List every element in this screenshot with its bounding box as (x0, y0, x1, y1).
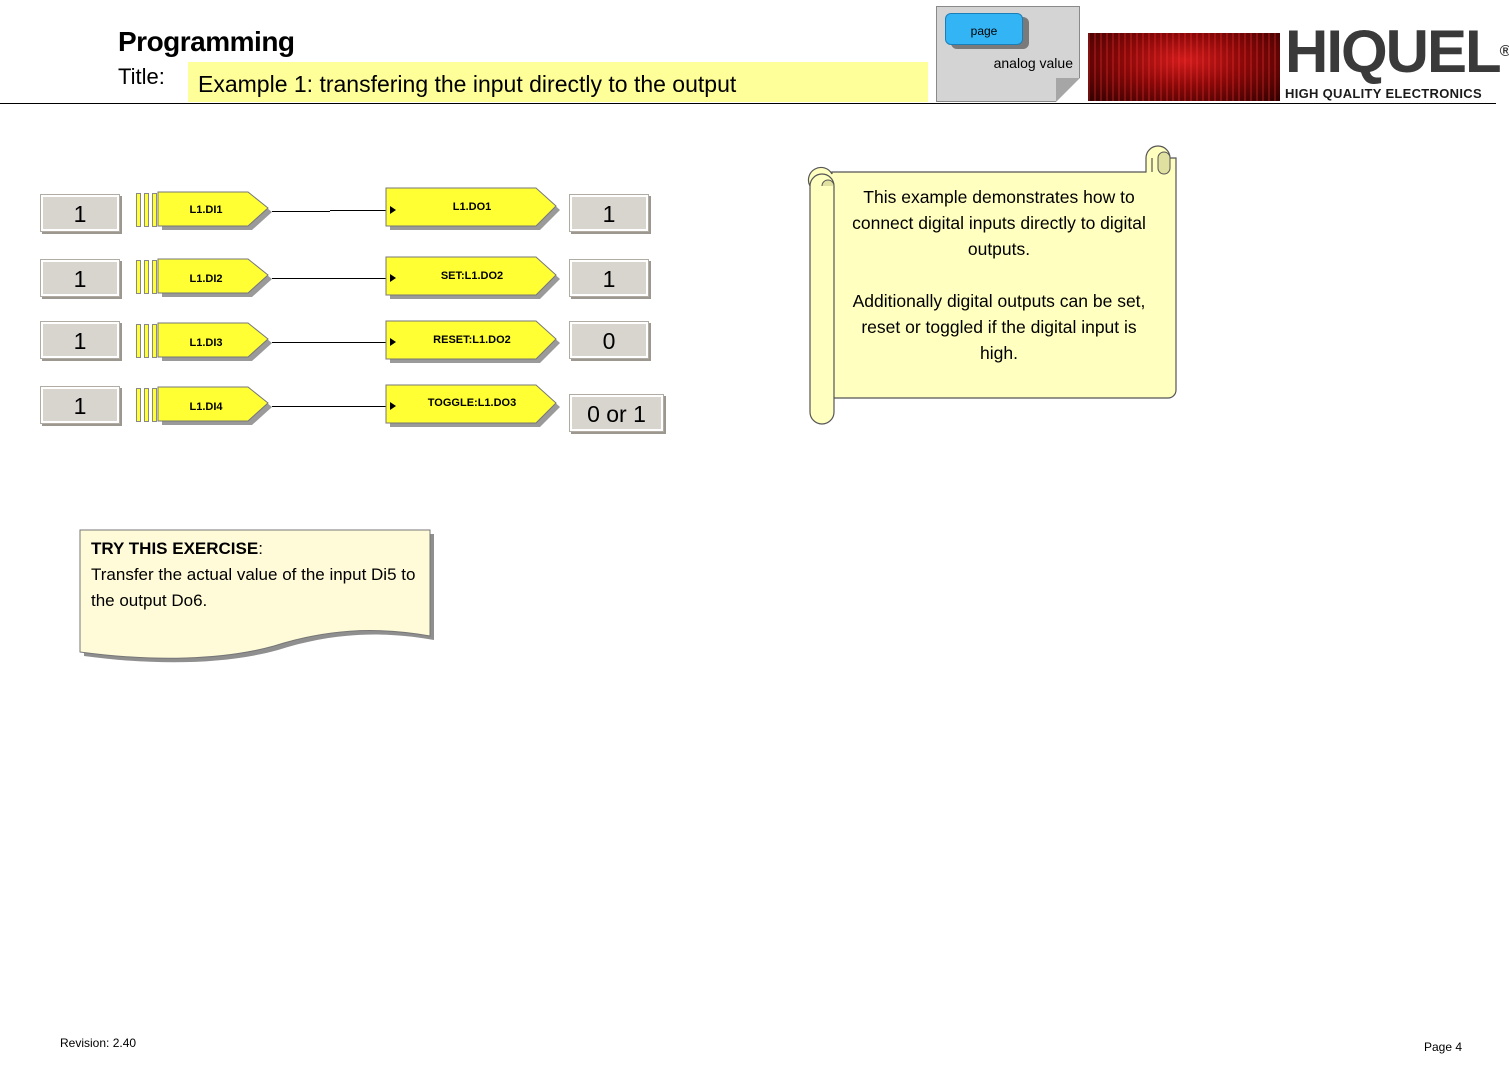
page-button[interactable]: page (945, 13, 1023, 45)
output-value-tile: 1 (569, 194, 649, 232)
logo-brand-text: HIQUEL (1285, 18, 1500, 85)
note-folded-corner (1056, 78, 1080, 102)
logo-image (1088, 33, 1280, 101)
exercise-body: Transfer the actual value of the input Di5 to the output Do6. (91, 565, 416, 610)
scroll-note-text (840, 184, 1158, 366)
connection-line (330, 210, 390, 211)
exercise-heading-line (91, 536, 421, 562)
input-label: L1.DI3 (189, 337, 223, 349)
output-label: TOGGLE:L1.DO3 (427, 397, 517, 409)
output-value-tile: 0 or 1 (569, 394, 664, 432)
input-value-tile: 1 (40, 259, 120, 297)
connection-line (272, 211, 330, 212)
logo-brand (1285, 18, 1509, 85)
exercise-heading: TRY THIS EXERCISE (91, 539, 259, 558)
logo-registered-mark: ® (1499, 43, 1509, 60)
input-label: L1.DI1 (189, 204, 223, 216)
analog-value-line1: analog value (993, 55, 1073, 71)
title-label: Title: (118, 64, 165, 89)
input-value-tile: 1 (40, 321, 120, 359)
input-flag-bars (136, 388, 158, 422)
revision-label: Revision: 2.40 (60, 1036, 137, 1050)
input-value-tile: 1 (40, 194, 120, 232)
exercise-heading-colon: : (258, 539, 263, 558)
page-heading: Programming (118, 26, 295, 57)
output-value-tile: 0 (569, 321, 649, 359)
input-flag-bars (136, 193, 158, 227)
input-label: L1.DI4 (189, 401, 223, 413)
scroll-note-paragraph: This example demonstrates how to connect digital inputs directly to digital outputs. (852, 187, 1146, 259)
input-value-tile: 1 (40, 386, 120, 424)
output-value-tile: 1 (569, 259, 649, 297)
input-flag-bars (136, 260, 158, 294)
output-label: RESET:L1.DO2 (433, 334, 511, 346)
connection-line (272, 342, 390, 343)
header-divider (0, 103, 1496, 104)
page-note-card (936, 6, 1080, 102)
connection-line (272, 278, 390, 279)
analog-value-line2: =1 (1057, 75, 1073, 91)
logo-tagline: HIGH QUALITY ELECTRONICS (1285, 86, 1482, 101)
page-number: Page 4 (1424, 1040, 1463, 1054)
exercise-text (91, 536, 421, 614)
title-value: Example 1: transfering the input directly to the output (188, 62, 928, 102)
output-label: L1.DO1 (452, 201, 492, 213)
input-flag-bars (136, 324, 158, 358)
input-label: L1.DI2 (189, 273, 223, 285)
connection-line (272, 406, 390, 407)
output-label: SET:L1.DO2 (440, 270, 504, 282)
scroll-note-paragraph: Additionally digital outputs can be set, reset or toggled if the digital input is high. (852, 291, 1146, 363)
